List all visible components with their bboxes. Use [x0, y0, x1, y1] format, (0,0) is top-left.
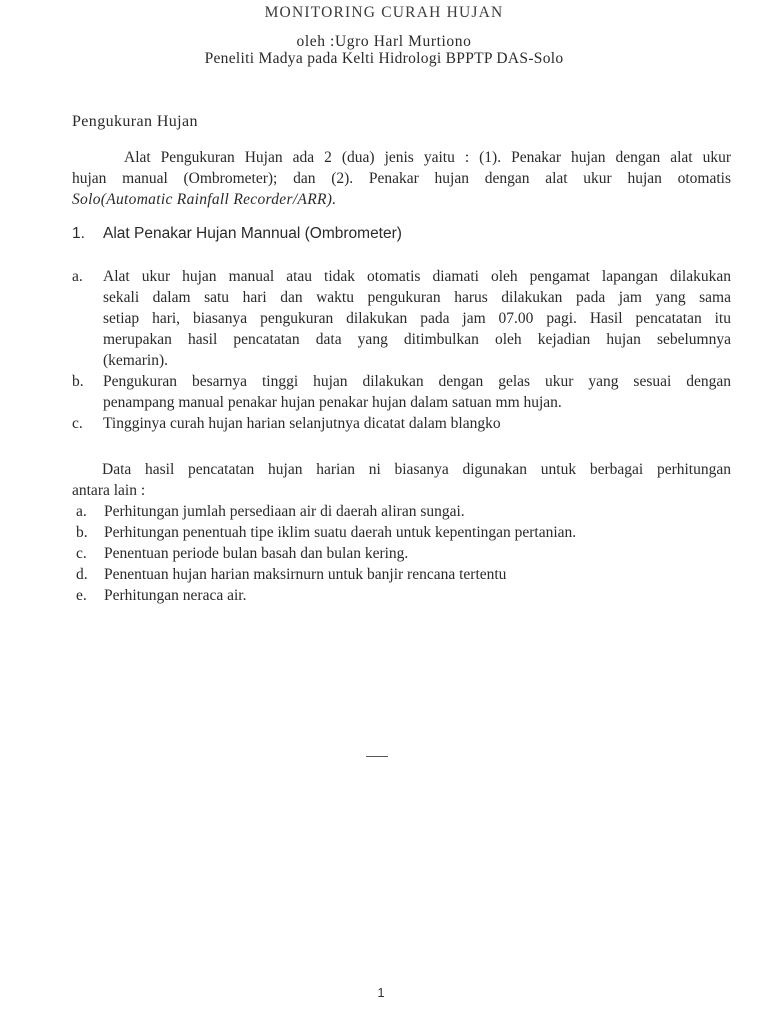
- list-text: Perhitungan jumlah persediaan air di daerah aliran sungai.: [104, 503, 465, 520]
- list-marker: b.: [72, 373, 84, 390]
- list-marker: c.: [72, 415, 83, 432]
- separator-dash: [366, 756, 388, 757]
- document-title: MONITORING CURAH HUJAN: [264, 4, 504, 21]
- list-marker: e.: [76, 587, 87, 604]
- list-line: merupakan hasil pencatatan data yang ditimbulkan oleh kejadian hujan sebelumnya: [103, 331, 731, 348]
- list-text: Penentuan periode bulan basah dan bulan kering.: [104, 545, 409, 562]
- section-heading: Pengukuran Hujan: [72, 113, 198, 130]
- intro-line-3: Solo(Automatic Rainfall Recorder/ARR).: [72, 191, 337, 208]
- list-line: Pengukuran besarnya tinggi hujan dilakukan dengan gelas ukur yang sesuai dengan: [103, 373, 731, 390]
- list-observation: [72, 266, 731, 434]
- author-line: oleh :Ugro Harl Murtiono: [296, 33, 472, 50]
- list-uses: [72, 501, 731, 606]
- list-text: Perhitungan penentuah tipe iklim suatu daerah untuk kepentingan pertanian.: [104, 524, 577, 541]
- list-item: [72, 564, 731, 585]
- list-item: [72, 522, 731, 543]
- data-paragraph: [72, 459, 731, 501]
- list-item: [72, 501, 731, 522]
- list-item: [72, 585, 731, 606]
- list-item: [72, 543, 731, 564]
- list-line: sekali dalam satu hari dan waktu pengukuran harus dilakukan pada jam yang sama: [103, 289, 731, 306]
- list-marker: a.: [72, 268, 83, 285]
- list-item: [72, 266, 731, 371]
- numbered-heading-label: Alat Penakar Hujan Mannual (Ombrometer): [103, 225, 402, 242]
- affiliation-line: Peneliti Madya pada Kelti Hidrologi BPPTP DAS-Solo: [204, 50, 564, 67]
- list-marker: a.: [76, 503, 87, 520]
- intro-line-2: hujan manual (Ombrometer); dan (2). Penakar hujan dengan alat ukur hujan otomatis: [72, 170, 731, 187]
- list-item: [72, 413, 731, 434]
- list-line: (kemarin).: [103, 352, 168, 369]
- numbered-heading-number: 1.: [72, 225, 85, 242]
- list-line: penampang manual penakar hujan penakar hujan dalam satuan mm hujan.: [103, 394, 562, 411]
- list-line: Alat ukur hujan manual atau tidak otomatis diamati oleh pengamat lapangan dilakukan: [103, 268, 731, 285]
- list-item: [72, 371, 731, 413]
- list-line: Tingginya curah hujan harian selanjutnya dicatat dalam blangko: [103, 415, 501, 432]
- intro-line-1: Alat Pengukuran Hujan ada 2 (dua) jenis yaitu : (1). Penakar hujan dengan alat ukur: [124, 149, 731, 166]
- list-text: Perhitungan neraca air.: [104, 587, 247, 604]
- list-marker: c.: [76, 545, 87, 562]
- numbered-heading: [72, 225, 402, 243]
- data-line-2: antara lain :: [72, 482, 146, 499]
- list-line: setiap hari, biasanya pengukuran dilakukan pada jam 07.00 pagi. Hasil pencatatan itu: [103, 310, 731, 327]
- list-marker: d.: [76, 566, 88, 583]
- intro-paragraph: [72, 147, 731, 210]
- list-text: Penentuan hujan harian maksirnurn untuk banjir rencana tertentu: [104, 566, 507, 583]
- data-line-1: Data hasil pencatatan hujan harian ni biasanya digunakan untuk berbagai perhitungan: [102, 461, 731, 478]
- page-number: 1: [377, 985, 385, 1000]
- list-marker: b.: [76, 524, 88, 541]
